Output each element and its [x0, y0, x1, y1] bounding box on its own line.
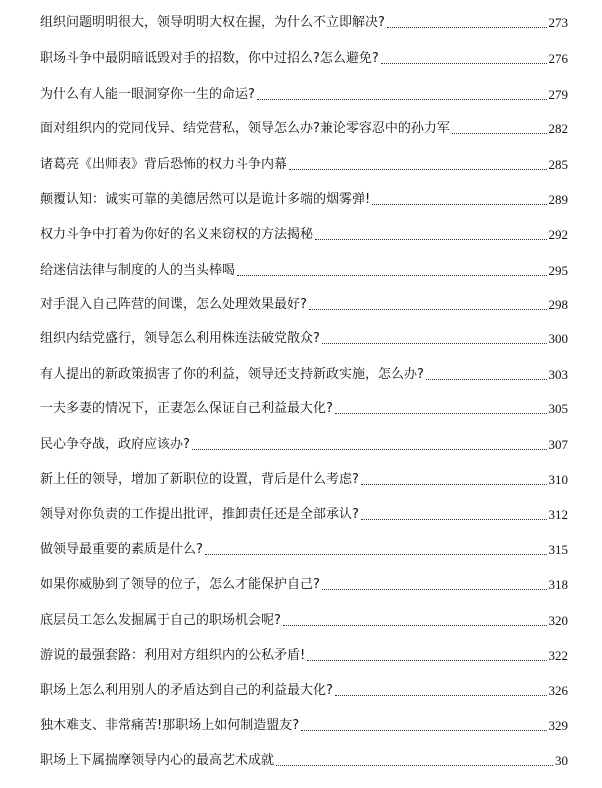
toc-entry: [40, 116, 568, 138]
dot-leader: [381, 62, 547, 64]
toc-entry-page: 326: [548, 683, 568, 698]
toc-entry-title: 做领导最重要的素质是什么?: [40, 542, 203, 557]
toc-entry-title: 为什么有人能一眼洞穿你一生的命运?: [40, 87, 255, 102]
toc-entry-page: 298: [548, 297, 568, 312]
toc-entry-page: 303: [548, 367, 568, 382]
toc-entry-title: 如果你威胁到了领导的位子，怎么才能保护自己?: [40, 577, 320, 592]
toc-entry-page: 322: [548, 648, 568, 663]
toc-entry-page: 300: [548, 331, 568, 346]
toc-entry: [40, 10, 568, 32]
toc-entry-page: 312: [548, 507, 568, 522]
toc-entry: [40, 572, 568, 594]
toc-entry-title: 底层员工怎么发掘属于自己的职场机会呢?: [40, 613, 281, 628]
toc-entry-title: 面对组织内的党同伐异、结党营私，领导怎么办?兼论零容忍中的孙力军: [40, 121, 450, 136]
dot-leader: [289, 168, 546, 170]
toc-entry-title: 新上任的领导，增加了新职位的设置，背后是什么考虑?: [40, 472, 359, 487]
toc-entry-title: 职场斗争中最阴暗诋毁对手的招数，你中过招么?怎么避免?: [40, 51, 379, 66]
dot-leader: [361, 518, 547, 520]
toc-entry: [40, 362, 568, 384]
toc-entry: [40, 222, 568, 244]
toc-entry: [40, 713, 568, 735]
toc-entry-page: 30: [555, 753, 568, 768]
toc-entry-page: 307: [548, 437, 568, 452]
toc-entry-page: 310: [548, 472, 568, 487]
toc-entry-page: 279: [548, 87, 568, 102]
toc-entry-page: 276: [548, 51, 568, 66]
toc-entry-title: 给迷信法律与制度的人的当头棒喝: [40, 263, 236, 278]
toc-entry-page: 273: [548, 15, 568, 30]
toc-entry: [40, 502, 568, 524]
dot-leader: [426, 378, 547, 380]
toc-entry-page: 292: [548, 227, 568, 242]
toc-entry: [40, 643, 568, 665]
toc-entry-title: 职场上怎么利用别人的矛盾达到自己的利益最大化?: [40, 683, 333, 698]
toc-entry-page: 282: [548, 121, 568, 136]
dot-leader: [361, 483, 547, 485]
dot-leader: [257, 98, 547, 100]
dot-leader: [315, 238, 546, 240]
toc-entry-page: 285: [548, 157, 568, 172]
dot-leader: [283, 624, 547, 626]
toc-entry: [40, 537, 568, 559]
toc-entry-title: 诸葛亮《出师表》背后恐怖的权力斗争内幕: [40, 157, 288, 172]
dot-leader: [309, 308, 547, 310]
toc-entry: [40, 152, 568, 174]
toc-entry: [40, 258, 568, 280]
dot-leader: [387, 26, 547, 28]
toc-entry-title: 组织内结党盛行，领导怎么利用株连法破党散众?: [40, 331, 320, 346]
toc-entry-title: 组织问题明明很大，领导明明大权在握，为什么不立即解决?: [40, 15, 385, 30]
toc-entry-page: 315: [548, 542, 568, 557]
toc-entry: [40, 396, 568, 418]
toc-entry-title: 有人提出的新政策损害了你的利益，领导还支持新政实施，怎么办?: [40, 367, 424, 382]
dot-leader: [335, 694, 547, 696]
toc-entry-page: 295: [548, 263, 568, 278]
toc-entry: [40, 678, 568, 700]
toc-entry-title: 职场上下属揣摩领导内心的最高艺术成就: [40, 753, 275, 768]
toc-entry-title: 独木难支、非常痛苦!那职场上如何制造盟友?: [40, 718, 300, 733]
toc-entry-title: 一夫多妻的情况下，正妻怎么保证自己利益最大化?: [40, 401, 333, 416]
toc-entry: [40, 46, 568, 68]
toc-entry: [40, 326, 568, 348]
toc-entry-page: 289: [548, 192, 568, 207]
toc-entry-title: 民心争夺战，政府应该办?: [40, 437, 190, 452]
toc-entry: [40, 608, 568, 630]
dot-leader: [237, 274, 546, 276]
toc-entry: [40, 748, 568, 770]
toc-entry-title: 对手混入自己阵营的间谍，怎么处理效果最好?: [40, 297, 307, 312]
toc-entry: [40, 82, 568, 104]
dot-leader: [276, 764, 553, 766]
toc-entry-title: 领导对你负责的工作提出批评，推卸责任还是全部承认?: [40, 507, 359, 522]
dot-leader: [205, 553, 547, 555]
toc-entry-page: 320: [548, 613, 568, 628]
dot-leader: [301, 729, 546, 731]
dot-leader: [452, 132, 547, 134]
dot-leader: [335, 412, 547, 414]
dot-leader: [192, 448, 547, 450]
dot-leader: [322, 588, 547, 590]
dot-leader: [322, 342, 547, 344]
toc-entry-title: 游说的最强套路：利用对方组织内的公私矛盾!: [40, 648, 306, 663]
toc-entry-page: 305: [548, 401, 568, 416]
toc-entry-page: 329: [548, 718, 568, 733]
toc-entry: [40, 432, 568, 454]
dot-leader: [372, 203, 546, 205]
toc-entry: [40, 292, 568, 314]
toc-entry-page: 318: [548, 577, 568, 592]
toc-entry: [40, 187, 568, 209]
toc-entry-title: 颠覆认知：诚实可靠的美德居然可以是诡计多端的烟雾弹!: [40, 192, 371, 207]
dot-leader: [307, 659, 546, 661]
toc-entry-title: 权力斗争中打着为你好的名义来窃权的方法揭秘: [40, 227, 314, 242]
toc-entry: [40, 467, 568, 489]
